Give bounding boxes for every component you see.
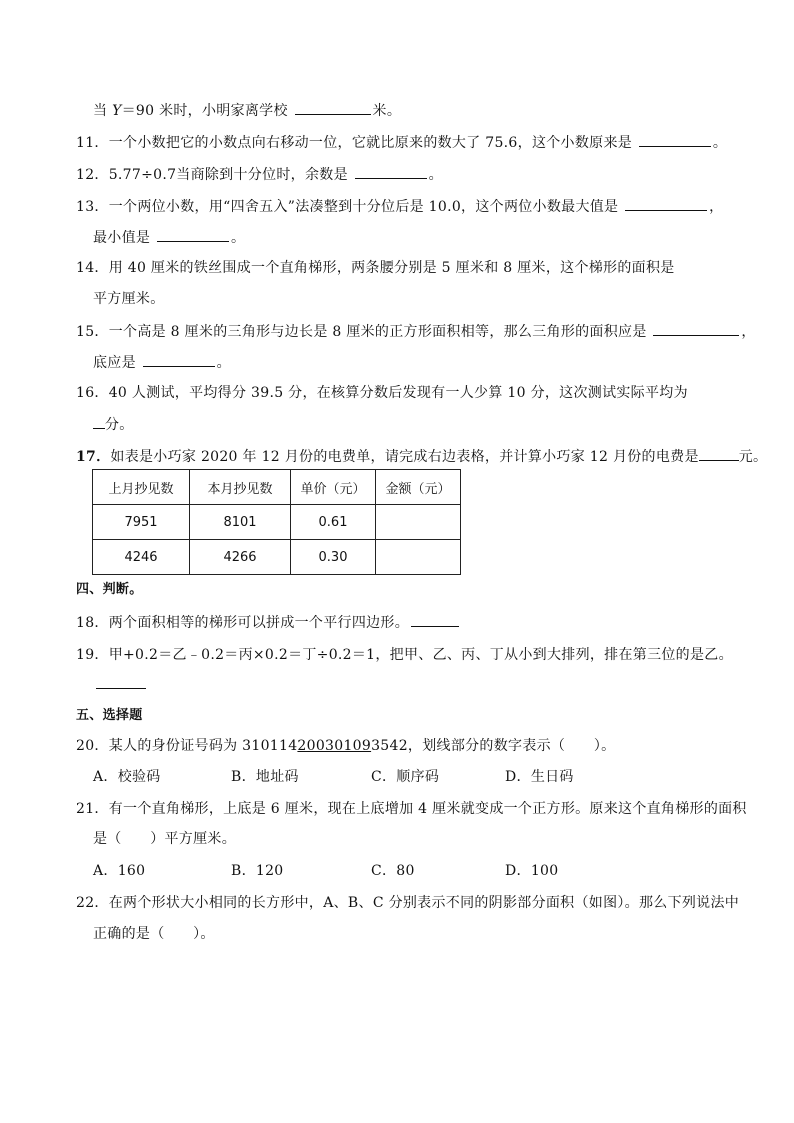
- q12-text: 5.77÷0.7当商除到十分位时，余数是: [108, 167, 348, 183]
- q20-option-c[interactable]: C．顺序码: [371, 769, 440, 785]
- table-cell: 7951: [93, 505, 190, 540]
- q21-line2: 是（ ）平方厘米。: [93, 831, 236, 847]
- electricity-bill-table: [92, 469, 461, 575]
- q22-line2: 正确的是（ ）。: [93, 926, 215, 942]
- q17-number: 17．: [76, 449, 111, 465]
- question-15: [76, 321, 756, 342]
- question-22-line2: [93, 924, 215, 944]
- question-15-line2: [93, 352, 231, 373]
- question-12: [76, 164, 443, 185]
- question-20: [76, 736, 615, 756]
- question-13: [76, 196, 723, 217]
- q15-base-blank[interactable]: [143, 352, 215, 367]
- q20-options: [93, 767, 574, 787]
- q15-line2: 底应是: [93, 355, 136, 371]
- q13-text: 一个两位小数，用“四舍五入”法凑整到十分位后是 10.0，这个两位小数最大值是: [108, 199, 619, 215]
- q14-text: 用 40 厘米的铁丝围成一个直角梯形，两条腰分别是 5 厘米和 8 厘米，这个梯形的面积是: [108, 260, 675, 276]
- question-13-line2: [93, 227, 245, 248]
- q10-pre: 当: [93, 103, 113, 119]
- question-14-line2: [93, 289, 165, 309]
- table-row: [93, 540, 461, 575]
- q11-number: 11．: [76, 135, 109, 151]
- q12-answer-blank[interactable]: [355, 164, 427, 179]
- q19-number: 19．: [76, 647, 109, 663]
- q16-line2: 分。: [105, 417, 134, 433]
- question-19: [76, 645, 733, 665]
- q16-answer-blank[interactable]: [93, 414, 105, 429]
- q13-min-blank[interactable]: [157, 227, 229, 242]
- q21-option-c[interactable]: C．80: [371, 863, 415, 879]
- q12-end: 。: [428, 167, 443, 183]
- question-14: [76, 258, 675, 278]
- table-cell: 0.30: [291, 540, 376, 575]
- q10-unit: 米。: [372, 103, 402, 119]
- q21-option-a[interactable]: A．160: [93, 863, 146, 879]
- table-row: [93, 505, 461, 540]
- q15-end: ，: [741, 324, 756, 340]
- table-cell: 4266: [190, 540, 291, 575]
- q11-end: 。: [712, 135, 728, 151]
- question-18: [76, 612, 461, 633]
- q20-pre: 某人的身份证号码为 310114: [108, 738, 298, 754]
- q18-number: 18．: [76, 615, 109, 631]
- header-this-month-reading: 本月抄见数: [190, 470, 291, 505]
- q21-number: 21．: [76, 801, 109, 817]
- q20-underlined-digits: 20030109: [297, 738, 372, 754]
- q19-text: 甲+0.2＝乙﹣0.2＝丙×0.2＝丁÷0.2＝1，把甲、乙、丙、丁从小到大排列，排在第三位的是乙。: [108, 647, 733, 663]
- q15-end2: 。: [216, 355, 231, 371]
- table-cell: 0.61: [291, 505, 376, 540]
- header-unit-price: 单价（元）: [291, 470, 376, 505]
- q11-text: 一个小数把它的小数点向右移动一位，它就比原来的数大了 75.6，这个小数原来是: [108, 135, 633, 151]
- q16-number: 16．: [76, 385, 109, 401]
- q13-max-blank[interactable]: [625, 196, 707, 211]
- section-heading-judgment: 四、判断。: [76, 582, 143, 597]
- section-heading-choice: 五、选择题: [76, 708, 143, 723]
- q13-number: 13．: [76, 199, 109, 215]
- q22-text: 在两个形状大小相同的长方形中，A、B、C 分别表示不同的阴影部分面积（如图）。那么下列说法中: [108, 895, 740, 911]
- question-21: [76, 799, 747, 819]
- q14-number: 14．: [76, 260, 109, 276]
- q17-end: 元。: [738, 449, 768, 465]
- q21-option-b[interactable]: B．120: [231, 863, 284, 879]
- header-last-month-reading: 上月抄见数: [93, 470, 190, 505]
- q20-number: 20．: [76, 738, 109, 754]
- table-cell: 4246: [93, 540, 190, 575]
- q21-text: 有一个直角梯形，上底是 6 厘米，现在上底增加 4 厘米就变成一个正方形。原来这个直角梯形的面积: [108, 801, 747, 817]
- q20-option-b[interactable]: B．地址码: [231, 769, 299, 785]
- q12-number: 12．: [76, 167, 109, 183]
- q10-continuation: [93, 100, 401, 121]
- q16-text: 40 人测试，平均得分 39.5 分，在核算分数后发现有一人少算 10 分，这次测试实际平均为: [108, 385, 688, 401]
- table-header-row: [93, 470, 461, 505]
- q20-option-d[interactable]: D．生日码: [505, 769, 574, 785]
- q13-end: ，: [709, 199, 724, 215]
- q10-post: ＝90 米时，小明家离学校: [121, 103, 288, 119]
- question-17: [76, 446, 767, 467]
- q20-option-a[interactable]: A．校验码: [93, 769, 161, 785]
- q20-post: 3542，划线部分的数字表示（ ）。: [371, 738, 616, 754]
- q22-number: 22．: [76, 895, 109, 911]
- amount-answer-cell[interactable]: [376, 505, 461, 540]
- table-cell: 8101: [190, 505, 291, 540]
- q10-var: Y: [112, 103, 122, 119]
- q18-text: 两个面积相等的梯形可以拼成一个平行四边形。: [108, 615, 410, 631]
- q15-area-blank[interactable]: [653, 321, 739, 336]
- q21-option-d[interactable]: D．100: [505, 863, 559, 879]
- question-11: [76, 132, 727, 153]
- amount-answer-cell[interactable]: [376, 540, 461, 575]
- q11-answer-blank[interactable]: [639, 132, 711, 147]
- q13-line2: 最小值是: [93, 230, 151, 246]
- question-16-line2: [93, 414, 134, 435]
- q15-number: 15．: [76, 324, 109, 340]
- q10-answer-blank[interactable]: [295, 100, 371, 115]
- q19-answer-blank[interactable]: [96, 688, 146, 689]
- q18-answer-blank[interactable]: [411, 612, 459, 627]
- question-21-line2: [93, 829, 236, 849]
- question-22: [76, 893, 739, 913]
- q13-end2: 。: [230, 230, 246, 246]
- q21-options: [93, 861, 558, 881]
- question-16: [76, 383, 688, 403]
- header-amount: 金额（元）: [376, 470, 461, 505]
- q17-answer-blank[interactable]: [699, 446, 739, 461]
- q17-text: 如表是小巧家 2020 年 12 月份的电费单，请完成右边表格，并计算小巧家 12 月份的电费是: [110, 449, 699, 465]
- q14-line2: 平方厘米。: [93, 291, 165, 307]
- q15-text: 一个高是 8 厘米的三角形与边长是 8 厘米的正方形面积相等，那么三角形的面积应是: [108, 324, 647, 340]
